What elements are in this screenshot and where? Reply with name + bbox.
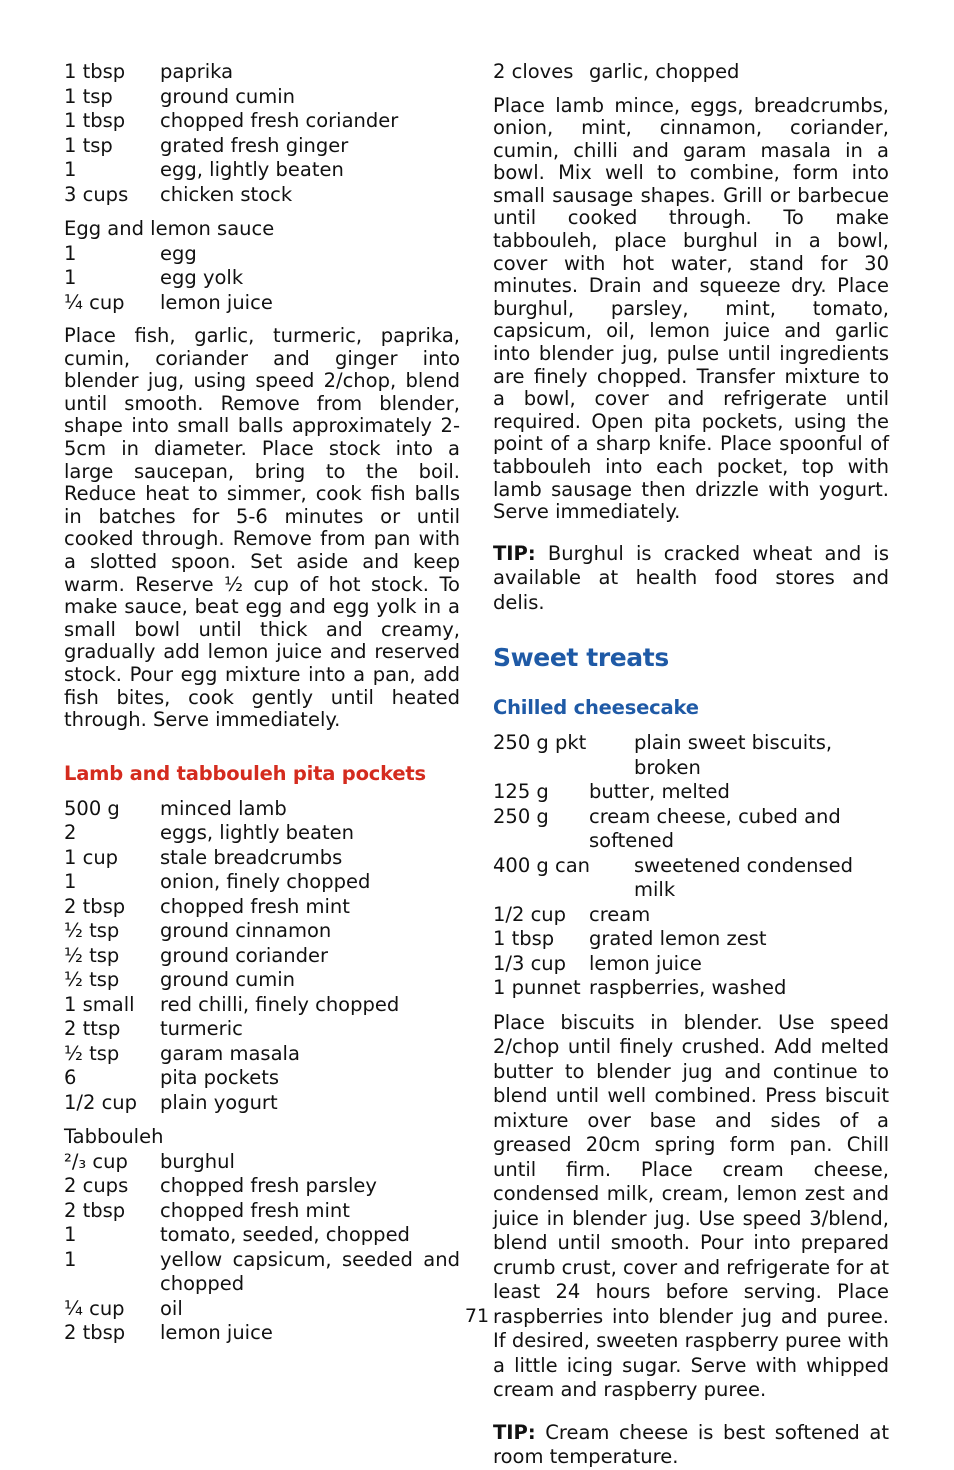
quantity: 2 tbsp: [64, 1321, 126, 1345]
ingredient-row: [64, 134, 460, 159]
ingredient-row: [64, 1199, 460, 1224]
ingredient-row: [64, 242, 460, 267]
ingredient-row: [64, 1248, 460, 1297]
ingredient: butter, melted: [589, 780, 730, 804]
ingredient: chopped fresh mint: [160, 894, 350, 918]
ingredient: grated fresh ginger: [160, 133, 349, 157]
left-column: [64, 60, 460, 1346]
quantity: 1 cup: [64, 845, 119, 869]
ingredient: pita pockets: [160, 1066, 280, 1090]
quantity: 125 g: [493, 780, 549, 804]
tip-burghul: [493, 542, 889, 616]
ingredient: chopped fresh mint: [160, 1198, 350, 1222]
quantity: 2 cloves: [493, 60, 574, 83]
quantity: 1: [64, 1247, 77, 1271]
ingredient-row: [493, 731, 889, 780]
ingredient: oil: [160, 1296, 183, 1320]
ingredient-row: [64, 183, 460, 208]
ingredient: cream: [589, 902, 651, 926]
ingredient-row: [64, 60, 460, 85]
ingredient: yellow capsicum, seeded and chopped: [160, 1247, 460, 1296]
tip-cream-cheese: [493, 1421, 889, 1470]
quantity: 1: [64, 241, 77, 265]
ingredient-list-cheesecake: [493, 731, 889, 1001]
quantity: ²/₃ cup: [64, 1149, 128, 1173]
quantity: ½ tsp: [64, 1041, 120, 1065]
ingredient-row: [493, 927, 889, 952]
ingredient-row: [493, 60, 889, 85]
ingredient: plain sweet biscuits, broken: [634, 731, 833, 779]
ingredient-row: [64, 1223, 460, 1248]
quantity: 500 g: [64, 796, 120, 820]
ingredient: stale breadcrumbs: [160, 845, 343, 869]
quantity: 1 tsp: [64, 133, 113, 157]
ingredient: tomato, seeded, chopped: [160, 1223, 410, 1247]
ingredient-row: [493, 854, 889, 903]
quantity: 1: [64, 266, 77, 289]
ingredient: garam masala: [160, 1041, 300, 1065]
ingredient-list-lamb: [64, 797, 460, 1116]
ingredient-row: [64, 291, 460, 316]
quantity: 1 tbsp: [64, 109, 126, 132]
quantity: 2 tbsp: [64, 1198, 126, 1222]
tip-text: Cream cheese is best softened at room temperature.: [493, 1420, 889, 1469]
ingredient: chopped fresh parsley: [160, 1174, 377, 1198]
ingredient-row: [64, 821, 460, 846]
ingredient: paprika: [160, 60, 234, 83]
ingredient-row: [64, 1017, 460, 1042]
quantity: 1: [64, 870, 77, 894]
quantity: 1/2 cup: [64, 1090, 138, 1114]
ingredient-row: [64, 797, 460, 822]
ingredient: grated lemon zest: [589, 927, 767, 951]
ingredient: ground cumin: [160, 968, 296, 992]
ingredient-list-sauce: [64, 242, 460, 316]
quantity: 2 cups: [64, 1174, 129, 1198]
ingredient: red chilli, finely chopped: [160, 992, 400, 1016]
ingredient: burghul: [160, 1149, 235, 1173]
ingredient: onion, finely chopped: [160, 870, 371, 894]
ingredient: ground cumin: [160, 84, 296, 108]
quantity: ¼ cup: [64, 290, 125, 314]
ingredient-row: [64, 846, 460, 871]
ingredient-row: [64, 968, 460, 993]
quantity: ½ tsp: [64, 943, 120, 967]
recipe-title-lamb: Lamb and tabbouleh pita pockets: [64, 761, 426, 785]
ingredient: cream cheese, cubed and softened: [589, 804, 841, 853]
ingredient-row: [64, 1066, 460, 1091]
quantity: 1 tsp: [64, 84, 113, 108]
ingredient: ground cinnamon: [160, 919, 332, 943]
ingredient: garlic, chopped: [589, 60, 740, 83]
ingredient: minced lamb: [160, 796, 287, 820]
ingredient-row: [64, 870, 460, 895]
ingredient-row: [64, 109, 460, 134]
ingredient: egg, lightly beaten: [160, 158, 344, 181]
tip-label: TIP:: [493, 541, 536, 565]
ingredient-row: [493, 903, 889, 928]
quantity: ¼ cup: [64, 1296, 125, 1320]
sauce-subtitle: Egg and lemon sauce: [64, 217, 275, 240]
right-column: [493, 60, 889, 1470]
ingredient-row: [64, 944, 460, 969]
ingredient-row: [64, 1150, 460, 1175]
ingredient-row: [493, 805, 889, 854]
ingredient-row: [64, 1174, 460, 1199]
ingredient: sweetened condensed milk: [634, 853, 853, 902]
ingredient: egg: [160, 241, 197, 265]
quantity: 6: [64, 1066, 77, 1090]
quantity: 3 cups: [64, 182, 129, 206]
method-cheesecake: Place biscuits in blender. Use speed 2/chop until finely crushed. Add melted butter to blender jug and continue to blend until well combined. Press biscuit mixture over base and sides of a greased 20cm spring form pan. Chill until firm. Place cream cheese, condensed milk, cream, lemon zest and juice in blender jug. Use speed 3/blend, blend until smooth. Pour into prepared crumb crust, cover and refrigerate for at least 24 hours before serving. Place raspberries into blender jug and puree. If desired, sweeten raspberry puree with a little icing sugar. Serve with whipped cream and raspberry puree.: [493, 1010, 889, 1402]
ingredient-row: [64, 266, 460, 291]
method-fish: Place fish, garlic, turmeric, paprika, cumin, coriander and ginger into blender jug, using speed 2/chop, blend until smooth. Remove from blender, shape into small balls approximately 2-5cm in diameter. Place stock into a large saucepan, bring to the boil. Reduce heat to simmer, cook fish balls in batches for 5-6 minutes or until cooked through. Remove from pan with a slotted spoon. Set aside and keep warm. Reserve ½ cup of hot stock. To make sauce, beat egg and egg yolk in a small bowl until thick and creamy, gradually add lemon juice and reserved stock. Pour egg mixture into a pan, add fish bites, cook gently until heated through. Serve immediately.: [64, 324, 460, 732]
ingredient: chopped fresh coriander: [160, 109, 399, 132]
quantity: 2 ttsp: [64, 1017, 121, 1041]
ingredient-row: [493, 952, 889, 977]
quantity: 1/3 cup: [493, 951, 567, 975]
quantity: 2 tbsp: [64, 894, 126, 918]
quantity: 1: [64, 1223, 77, 1247]
quantity: ½ tsp: [64, 919, 120, 943]
ingredient-row: [493, 976, 889, 1001]
quantity: 1 small: [64, 992, 135, 1016]
quantity: 1: [64, 158, 77, 181]
ingredient-list-fish: [64, 60, 460, 207]
section-title: Sweet treats: [493, 643, 669, 673]
ingredient-row: [493, 780, 889, 805]
tip-text: Burghul is cracked wheat and is available at health food stores and delis.: [493, 541, 889, 614]
ingredient-row: [64, 919, 460, 944]
quantity: 1 tbsp: [64, 60, 126, 83]
quantity: 1/2 cup: [493, 902, 567, 926]
recipe-title-cheesecake: Chilled cheesecake: [493, 696, 699, 720]
quantity: 1 punnet: [493, 976, 581, 1000]
ingredient-row: [64, 895, 460, 920]
ingredient: turmeric: [160, 1017, 243, 1041]
quantity: 2: [64, 821, 77, 845]
ingredient: lemon juice: [160, 1321, 273, 1345]
ingredient: eggs, lightly beaten: [160, 821, 355, 845]
ingredient: ground coriander: [160, 943, 328, 967]
quantity: 1 tbsp: [493, 927, 555, 951]
ingredient: chicken stock: [160, 182, 293, 206]
quantity: 250 g pkt: [493, 731, 587, 755]
ingredient-row: [64, 993, 460, 1018]
ingredient-row: [64, 1091, 460, 1116]
tip-label: TIP:: [493, 1420, 536, 1444]
ingredient-row: [64, 1042, 460, 1067]
page-number: 71: [464, 1305, 490, 1327]
ingredient: lemon juice: [589, 951, 702, 975]
quantity: 250 g: [493, 804, 549, 828]
tabbouleh-subtitle: Tabbouleh: [64, 1125, 164, 1149]
quantity: ½ tsp: [64, 968, 120, 992]
ingredient-row: [64, 158, 460, 183]
ingredient: egg yolk: [160, 266, 244, 289]
ingredient: lemon juice: [160, 290, 273, 314]
ingredient-row: [64, 85, 460, 110]
ingredient: plain yogurt: [160, 1090, 278, 1114]
ingredient: raspberries, washed: [589, 976, 787, 1000]
method-lamb: Place lamb mince, eggs, breadcrumbs, onion, mint, cinnamon, coriander, cumin, chilli and garam masala in a bowl. Mix well to combine, form into small sausage shapes. Grill or barbecue until cooked through. To make tabbouleh, place burghul in a bowl, cover with hot water, stand for 30 minutes. Drain and squeeze dry. Place burghul, parsley, mint, tomato, capsicum, oil, lemon juice and garlic into blender jug, pulse until ingredients are finely chopped. Transfer mixture to a bowl, cover and refrigerate until required. Open pita pockets, using the point of a sharp knife. Place spoonful of tabbouleh into each pocket, top with lamb sausage then drizzle with yogurt. Serve immediately.: [493, 93, 889, 524]
quantity: 400 g can: [493, 853, 591, 877]
